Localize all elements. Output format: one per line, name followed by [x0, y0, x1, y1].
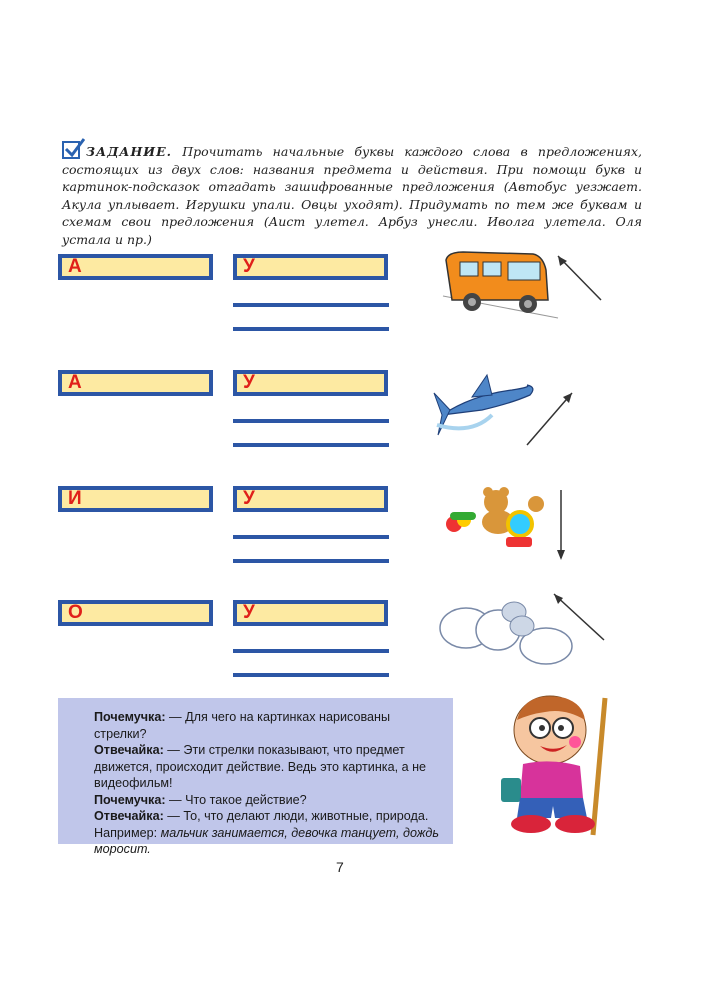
answer-line — [233, 327, 389, 331]
checkmark-icon — [62, 141, 80, 159]
answer-line — [233, 649, 389, 653]
answer-line — [233, 443, 389, 447]
bus-icon — [438, 248, 608, 320]
sheep-icon — [436, 588, 611, 673]
task-description: Прочитать начальные буквы каждого слова в предложениях, состоящих из двух слов: названия предмета и действия. При помощи букв и картинок-подсказок отгадать зашифрованные предложения (Автобус уезжает. Акула уплывает. Игрушки упали. Овцы уходят). Придумать по тем же буквам и схемам свои предложения (Аист улетел. Арбуз унесли. Иволга улетела. Оля устала и пр.) — [62, 144, 642, 247]
shark-icon — [432, 365, 582, 450]
answer-line — [233, 303, 389, 307]
boy-character-icon — [495, 690, 625, 840]
first-letter-box: А — [58, 370, 213, 396]
dialog-line: Отвечайка: — То, что делают люди, животные, природа. Например: мальчик занимается, девочка танцует, дождь моросит. — [94, 809, 439, 856]
page-number: 7 — [336, 859, 344, 875]
dialog-box — [58, 698, 453, 856]
task-label: ЗАДАНИЕ. — [86, 144, 172, 159]
dialog-line: Почемучка: — Что такое действие? — [94, 792, 307, 807]
first-letter-box: И — [58, 486, 213, 512]
answer-line — [233, 535, 389, 539]
first-letter-box: О — [58, 600, 213, 626]
second-letter-box: У — [233, 600, 388, 626]
answer-line — [233, 419, 389, 423]
task-text-block — [62, 141, 642, 248]
toys-icon — [436, 482, 576, 564]
second-letter-box: У — [233, 486, 388, 512]
answer-line — [233, 559, 389, 563]
dialog-line: Почемучка: — Для чего на картинках нарисованы стрелки? — [94, 710, 391, 741]
dialog-line: Отвечайка: — Эти стрелки показывают, что предмет движется, происходит действие. Ведь это картинка, а не видеофильм! — [94, 743, 427, 790]
answer-line — [233, 673, 389, 677]
second-letter-box: У — [233, 254, 388, 280]
second-letter-box: У — [233, 370, 388, 396]
first-letter-box: А — [58, 254, 213, 280]
